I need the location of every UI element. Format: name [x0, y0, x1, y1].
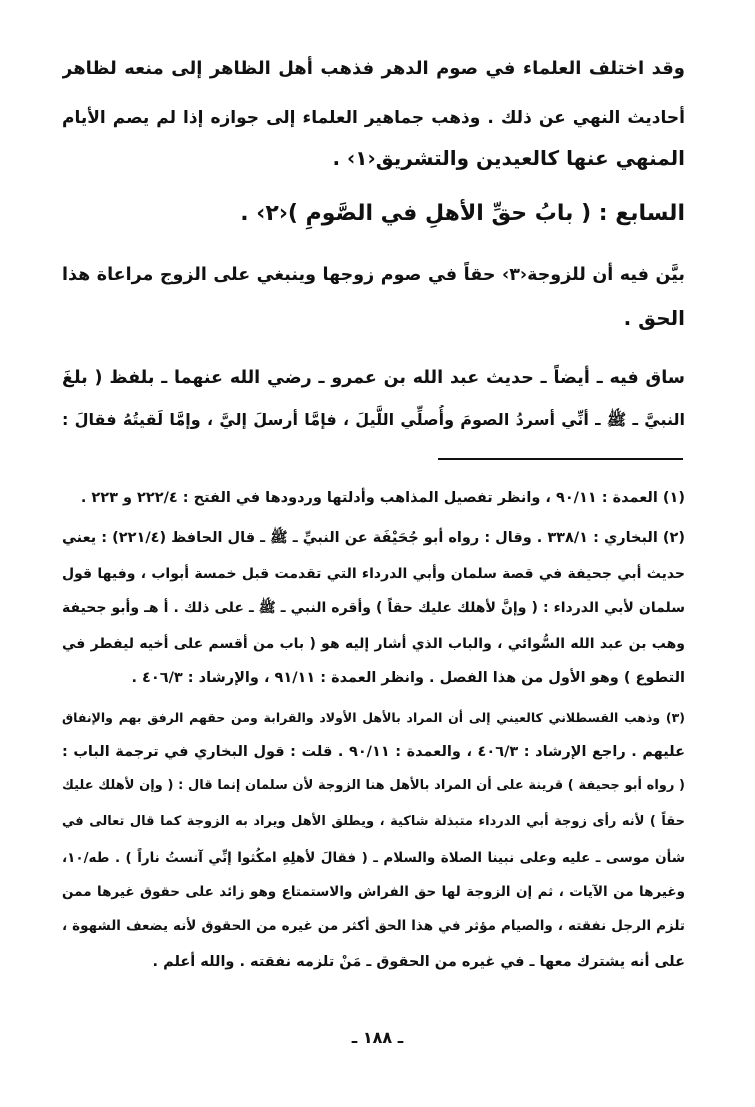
- footnote-separator: [438, 458, 683, 460]
- footnote-2-line-2: حديث أبي جحيفة في قصة سلمان وأبي الدرداء التي تقدمت قبل خمسة أبواب ، وفيها قول: [62, 566, 685, 582]
- page-number: ـ ١٨٨ ـ: [351, 1028, 404, 1047]
- footnote-3-line-4: حقاً ) لأنه رأى زوجة أبي الدرداء متبذلة شاكية ، ويطلق الأهل ويراد به الزوجة كما قال تعالى في: [62, 814, 685, 829]
- footnote-3-line-7: تلزم الرجل نفقته ، والصيام مؤثر في هذا الحق أكثر من غيره من الحقوق لأنه يضعف الشهوة ،: [62, 918, 685, 934]
- footnote-2-line-3: سلمان لأبي الدرداء : ( وإنَّ لأهلك عليك حقاً ) وأقره النبي ـ ﷺ ـ على ذلك . أ هـ وأبو جحيفة: [62, 600, 685, 616]
- footnote-3-line-5: شأن موسى ـ عليه وعلى نبينا الصلاة والسلام ـ ( فقالَ لأهلِهِ امكُثوا إنِّي آنستُ ناراً ) . طه/١٠،: [62, 850, 685, 866]
- paragraph-1-line-2: أحاديث النهي عن ذلك . وذهب جماهير العلماء إلى جوازه إذا لم يصم الأيام: [62, 108, 685, 128]
- paragraph-2-line-2: الحق .: [623, 306, 685, 330]
- footnote-3-line-3: ( رواه أبو جحيفة ) قرينة على أن المراد بالأهل هنا الزوجة لأن سلمان إنما قال : ( وإن لأهلك عليك: [62, 778, 685, 793]
- footnote-2-line-4: وهب بن عبد الله السُّوائي ، والباب الذي أشار إليه هو ( باب من أقسم على أخيه ليفطر في: [62, 636, 685, 652]
- paragraph-3-line-1: ساق فيه ـ أيضاً ـ حديث عبد الله بن عمرو ـ رضي الله عنهما ـ بلفظ ( بلغَ: [62, 368, 685, 388]
- paragraph-3-line-2: النبيَّ ـ ﷺ ـ أنِّي أسردُ الصومَ وأُصلِّي اللَّيلَ ، فإمَّا أرسلَ إليَّ ، وإمَّا لَقيتُهُ فقالَ :: [62, 410, 685, 429]
- footnote-1-line-1: (١) العمدة : ٩٠/١١ ، وانظر تفصيل المذاهب وأدلتها وردودها في الفتح : ٢٢٢/٤ و ٢٢٣ .: [80, 490, 685, 506]
- section-heading: السابع : ( بابُ حقِّ الأهلِ في الصَّومِ )‹٢› .: [240, 201, 685, 226]
- footnote-3-line-6: وغيرها من الآيات ، ثم إن الزوجة لها حق الفراش والاستمتاع وهو زائد على حقوق غيرها ممن: [62, 884, 685, 900]
- footnote-2-line-5: التطوع ) وهو الأول من هذا الفصل . وانظر العمدة : ٩١/١١ ، والإرشاد : ٤٠٦/٣ .: [131, 670, 685, 686]
- paragraph-1-line-1: وقد اختلف العلماء في صوم الدهر فذهب أهل الظاهر إلى منعه لظاهر: [62, 58, 685, 79]
- paragraph-2-line-1: بيَّن فيه أن للزوجة‹٣› حقاً في صوم زوجها وينبغي على الزوج مراعاة هذا: [62, 265, 685, 285]
- paragraph-1-line-3: المنهي عنها كالعيدين والتشريق‹١› .: [332, 146, 685, 170]
- footnote-2-line-1: (٢) البخاري : ٣٣٨/١ . وقال : رواه أبو جُحَيْفَة عن النبيِّ ـ ﷺ ـ قال الحافظ (٢٢١/٤) : يعني: [62, 530, 685, 546]
- footnote-3-line-2: عليهم . راجع الإرشاد : ٤٠٦/٣ ، والعمدة : ٩٠/١١ . قلت : قول البخاري في ترجمة الباب :: [62, 744, 685, 760]
- footnote-3-line-8: على أنه يشترك معها ـ في غيره من الحقوق ـ مَنْ تلزمه نفقته . والله أعلم .: [152, 954, 685, 970]
- footnote-3-line-1: (٣) وذهب القسطلاني كالعيني إلى أن المراد بالأهل الأولاد والقرابة ومن حقهم الرفق بهم والإنفاق: [62, 710, 685, 725]
